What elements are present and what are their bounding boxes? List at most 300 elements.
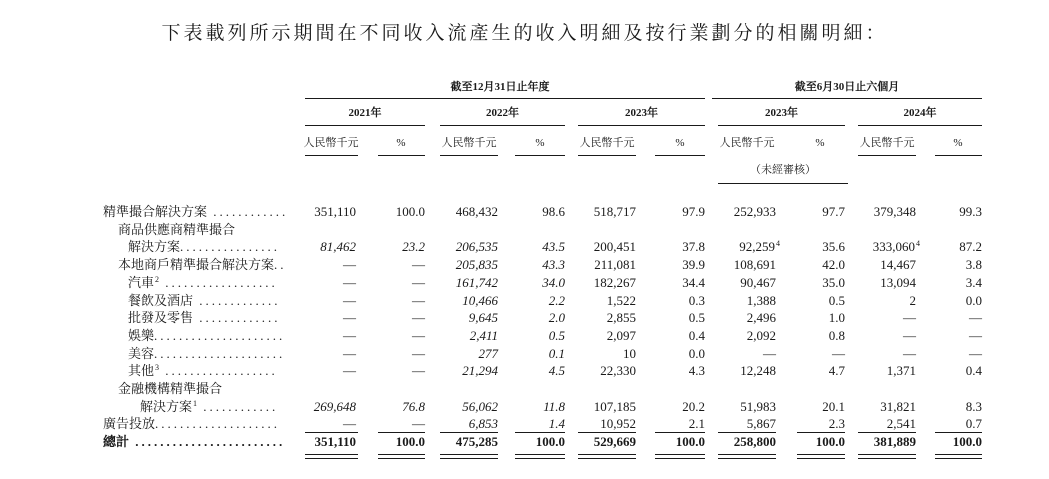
header-unit-2023-six-months: 人民幣千元 — [719, 137, 775, 149]
cell-total-2024h1-rmb — [874, 434, 916, 450]
cell-value: — — [412, 293, 425, 308]
cell-value: 43.3 — [542, 257, 565, 272]
rule-total-double-top-4 — [578, 454, 636, 455]
cell-others-2023-rmb — [600, 363, 636, 379]
cell-value: — — [343, 293, 356, 308]
cell-entertainment-2021-pct — [412, 328, 425, 344]
cell-value: — — [343, 257, 356, 272]
cell-value: 269,648 — [313, 399, 356, 414]
cell-automobile-2023-rmb — [594, 275, 636, 291]
cell-beauty-2024h1-pct — [969, 346, 982, 362]
cell-value: 98.6 — [542, 204, 565, 219]
header-unit-2021: 人民幣千元 — [303, 137, 359, 149]
cell-entertainment-2022-rmb — [470, 328, 498, 344]
cell-local-merchant-solutions-2022-rmb — [456, 257, 498, 273]
cell-value: — — [412, 363, 425, 378]
cell-value: 100.0 — [395, 204, 425, 219]
cell-local-merchant-solutions-2023h1-pct — [822, 257, 845, 273]
cell-value: — — [969, 328, 982, 343]
cell-wholesale-retail-2023h1-rmb — [747, 310, 776, 326]
cell-value: 100.0 — [395, 434, 425, 449]
row-label-wholesale-retail — [128, 310, 281, 326]
header-year-2023-six-months: 2023年 — [765, 107, 798, 119]
cell-catering-hotel-2023-pct — [689, 293, 705, 309]
cell-financial-institution-solutions-2022-pct — [543, 399, 565, 415]
cell-value: 0.5 — [828, 293, 845, 308]
cell-value: 206,535 — [455, 239, 498, 254]
cell-value: 529,669 — [593, 434, 636, 449]
cell-beauty-2022-rmb — [479, 346, 499, 362]
cell-value: 56,062 — [462, 399, 498, 414]
footnote-marker: 4 — [776, 239, 780, 248]
cell-value: 10,466 — [462, 293, 498, 308]
cell-entertainment-2024h1-pct — [969, 328, 982, 344]
cell-catering-hotel-2023h1-pct — [829, 293, 845, 309]
cell-value: 35.6 — [822, 239, 845, 254]
cell-beauty-2023h1-pct — [832, 346, 845, 362]
row-label-entertainment — [128, 328, 285, 344]
cell-value: 4.5 — [548, 363, 565, 378]
header-pct-2024-six-months: % — [953, 137, 963, 149]
leader-dots: ............. — [193, 293, 281, 308]
footnote-marker: 4 — [916, 239, 920, 248]
cell-value: 97.9 — [682, 204, 705, 219]
cell-entertainment-2023-rmb — [607, 328, 636, 344]
cell-value: 34.0 — [542, 275, 565, 290]
rule-year-3 — [718, 125, 845, 126]
cell-value: 100.0 — [815, 434, 845, 449]
cell-value: 518,717 — [593, 204, 636, 219]
cell-total-2023-pct — [676, 434, 705, 450]
header-year-2023: 2023年 — [625, 107, 658, 119]
cell-local-merchant-solutions-2022-pct — [542, 257, 565, 273]
cell-precision-matching-solutions-2021-pct — [396, 204, 425, 220]
cell-beauty-2024h1-rmb — [903, 346, 916, 362]
row-label-automobile — [128, 275, 278, 291]
cell-value: 108,691 — [733, 257, 776, 272]
cell-value: 11.8 — [543, 399, 565, 414]
rule-total-double-bottom-1 — [378, 458, 425, 459]
cell-catering-hotel-2024h1-pct — [966, 293, 982, 309]
row-label-others — [128, 363, 278, 379]
cell-advertising-2023-pct — [689, 416, 705, 432]
cell-entertainment-2024h1-rmb — [903, 328, 916, 344]
cell-value: 252,933 — [733, 204, 776, 219]
cell-wholesale-retail-2022-rmb — [469, 310, 498, 326]
cell-value: 39.9 — [682, 257, 705, 272]
cell-value: 0.1 — [548, 346, 565, 361]
cell-value: — — [343, 416, 356, 431]
rule-unit-header-1 — [378, 155, 425, 156]
cell-financial-institution-solutions-2023h1-pct — [822, 399, 845, 415]
rule-unaudited — [718, 183, 848, 184]
cell-automobile-2022-rmb — [456, 275, 498, 291]
cell-value: — — [412, 328, 425, 343]
cell-value: — — [343, 363, 356, 378]
cell-automobile-2021-pct — [412, 275, 425, 291]
cell-value: 6,853 — [468, 416, 498, 431]
cell-value: 0.4 — [965, 363, 982, 378]
header-pct-2022: % — [535, 137, 545, 149]
rule-total-double-bottom-8 — [858, 458, 916, 459]
row-label-merchandise-supplier-heading — [118, 222, 235, 238]
cell-local-merchant-solutions-2024h1-pct — [966, 257, 982, 273]
row-label-text: 總計 — [103, 434, 130, 449]
page-title: 下表載列所示期間在不同收入流產生的收入明細及按行業劃分的相關明細： — [161, 23, 888, 44]
cell-automobile-2023-pct — [682, 275, 705, 291]
row-label-merchandise-supplier-solutions — [128, 239, 280, 255]
cell-value: 20.2 — [682, 399, 705, 414]
row-label-text: 娛樂 — [128, 328, 155, 343]
leader-dots: .. — [274, 257, 287, 272]
cell-value: 205,835 — [455, 257, 498, 272]
cell-financial-institution-solutions-2023-pct — [682, 399, 705, 415]
rule-total-double-top-3 — [515, 454, 565, 455]
cell-automobile-2023h1-rmb — [740, 275, 776, 291]
cell-beauty-2023-rmb — [623, 346, 636, 362]
cell-precision-matching-solutions-2023-pct — [682, 204, 705, 220]
cell-value: 5,867 — [746, 416, 776, 431]
cell-others-2023h1-rmb — [740, 363, 776, 379]
cell-value: 8.3 — [965, 399, 982, 414]
cell-value: 468,432 — [455, 204, 498, 219]
cell-value: 2,541 — [886, 416, 916, 431]
cell-value: 107,185 — [593, 399, 636, 414]
cell-value: 2,097 — [606, 328, 636, 343]
cell-advertising-2022-pct — [549, 416, 565, 432]
leader-dots: ............ — [207, 204, 289, 219]
cell-wholesale-retail-2021-rmb — [343, 310, 356, 326]
cell-value: — — [343, 275, 356, 290]
row-label-text: 汽車 — [128, 275, 155, 290]
cell-others-2023-pct — [689, 363, 705, 379]
cell-catering-hotel-2022-rmb — [462, 293, 498, 309]
leader-dots: .................... — [155, 416, 281, 431]
cell-beauty-2023-pct — [689, 346, 705, 362]
cell-others-2021-rmb — [343, 363, 356, 379]
header-unit-2022: 人民幣千元 — [441, 137, 497, 149]
cell-value: 37.8 — [682, 239, 705, 254]
row-label-precision-matching-solutions — [103, 204, 288, 220]
cell-advertising-2024h1-rmb — [887, 416, 916, 432]
cell-value: 14,467 — [880, 257, 916, 272]
cell-value: 2.2 — [548, 293, 565, 308]
cell-local-merchant-solutions-2023h1-rmb — [734, 257, 776, 273]
header-unit-2024-six-months: 人民幣千元 — [859, 137, 915, 149]
cell-value: 100.0 — [952, 434, 982, 449]
cell-value: 2 — [909, 293, 916, 308]
rule-group-full-year — [305, 98, 705, 99]
cell-value: 0.3 — [688, 293, 705, 308]
cell-value: 2,496 — [746, 310, 776, 325]
rule-year-0 — [305, 125, 425, 126]
cell-value: 1.0 — [828, 310, 845, 325]
cell-value: — — [412, 310, 425, 325]
footnote-marker: 2 — [155, 275, 160, 284]
leader-dots: ..................... — [154, 328, 286, 343]
cell-wholesale-retail-2023-pct — [689, 310, 705, 326]
cell-catering-hotel-2023h1-rmb — [747, 293, 776, 309]
cell-financial-institution-solutions-2023h1-rmb — [740, 399, 776, 415]
row-label-total — [103, 434, 285, 450]
cell-value: 99.3 — [959, 204, 982, 219]
cell-value: 81,462 — [320, 239, 356, 254]
cell-others-2021-pct — [412, 363, 425, 379]
cell-value: 2.0 — [548, 310, 565, 325]
cell-automobile-2022-pct — [542, 275, 565, 291]
cell-value: 1,371 — [886, 363, 916, 378]
rule-unit-header-7 — [935, 155, 982, 156]
cell-value: 97.7 — [822, 204, 845, 219]
cell-precision-matching-solutions-2024h1-pct — [959, 204, 982, 220]
cell-beauty-2023h1-rmb — [763, 346, 776, 362]
rule-total-double-top-5 — [655, 454, 705, 455]
cell-total-2024h1-pct — [953, 434, 982, 450]
row-label-advertising — [103, 416, 280, 432]
leader-dots: ........................ — [129, 434, 286, 449]
cell-total-2022-rmb — [456, 434, 498, 450]
cell-merchandise-supplier-solutions-2021-rmb — [320, 239, 356, 255]
rule-year-2 — [578, 125, 705, 126]
cell-precision-matching-solutions-2022-rmb — [456, 204, 498, 220]
leader-dots: ................ — [180, 239, 281, 254]
cell-value: 4.7 — [828, 363, 845, 378]
row-label-financial-institution-solutions — [140, 399, 278, 415]
cell-precision-matching-solutions-2023h1-pct — [822, 204, 845, 220]
cell-value: 0.7 — [965, 416, 982, 431]
cell-automobile-2023h1-pct — [822, 275, 845, 291]
rule-total-double-bottom-6 — [718, 458, 776, 459]
cell-value: 51,983 — [740, 399, 776, 414]
cell-automobile-2021-rmb — [343, 275, 356, 291]
cell-value: 2.1 — [688, 416, 705, 431]
cell-entertainment-2021-rmb — [343, 328, 356, 344]
rule-unit-header-4 — [578, 155, 636, 156]
row-label-beauty — [128, 346, 285, 362]
cell-value: — — [343, 328, 356, 343]
cell-value: 3.8 — [965, 257, 982, 272]
leader-dots: ............ — [197, 399, 279, 414]
row-label-text: 美容 — [128, 346, 155, 361]
cell-value: — — [343, 310, 356, 325]
cell-total-2023h1-pct — [816, 434, 845, 450]
rule-total-double-top-9 — [935, 454, 982, 455]
cell-total-2021-pct — [396, 434, 425, 450]
cell-value: — — [832, 346, 845, 361]
cell-catering-hotel-2021-rmb — [343, 293, 356, 309]
cell-value: — — [969, 310, 982, 325]
cell-catering-hotel-2024h1-rmb — [910, 293, 917, 309]
cell-wholesale-retail-2022-pct — [549, 310, 565, 326]
cell-value: 20.1 — [822, 399, 845, 414]
cell-value: 43.5 — [542, 239, 565, 254]
cell-merchandise-supplier-solutions-2024h1-pct — [959, 239, 982, 255]
cell-value: — — [412, 257, 425, 272]
cell-merchandise-supplier-solutions-2021-pct — [402, 239, 425, 255]
header-year-2021: 2021年 — [348, 107, 382, 119]
leader-dots: ..................... — [154, 346, 286, 361]
cell-value: 381,889 — [873, 434, 916, 449]
cell-value: 475,285 — [455, 434, 498, 449]
cell-merchandise-supplier-solutions-2022-rmb — [456, 239, 498, 255]
cell-financial-institution-solutions-2024h1-pct — [966, 399, 982, 415]
row-label-text: 解決方案 — [140, 399, 193, 414]
cell-others-2022-pct — [549, 363, 565, 379]
cell-total-2021-rmb — [314, 434, 356, 450]
cell-value: 211,081 — [594, 257, 636, 272]
cell-value: — — [412, 346, 425, 361]
cell-advertising-2021-rmb — [343, 416, 356, 432]
header-unaudited-note: （未經審核） — [750, 164, 816, 176]
cell-value: — — [763, 346, 776, 361]
cell-value: 12,248 — [740, 363, 776, 378]
cell-automobile-2024h1-rmb — [880, 275, 916, 291]
cell-wholesale-retail-2023-rmb — [607, 310, 636, 326]
cell-local-merchant-solutions-2021-pct — [412, 257, 425, 273]
cell-financial-institution-solutions-2023-rmb — [594, 399, 636, 415]
row-label-financial-institution-heading — [118, 381, 222, 397]
rule-unit-header-0 — [305, 155, 358, 156]
cell-merchandise-supplier-solutions-2024h1-rmb — [873, 239, 920, 255]
cell-value: — — [343, 346, 356, 361]
cell-entertainment-2022-pct — [549, 328, 565, 344]
cell-value: 21,294 — [462, 363, 498, 378]
cell-advertising-2023-rmb — [600, 416, 636, 432]
cell-value: 1.4 — [548, 416, 565, 431]
cell-value: 22,330 — [600, 363, 636, 378]
cell-catering-hotel-2021-pct — [412, 293, 425, 309]
cell-value: 351,110 — [314, 434, 356, 449]
rule-unit-header-6 — [858, 155, 916, 156]
cell-value: 87.2 — [959, 239, 982, 254]
cell-entertainment-2023h1-pct — [829, 328, 845, 344]
rule-total-double-bottom-9 — [935, 458, 982, 459]
cell-value: 1,522 — [606, 293, 636, 308]
cell-value: — — [969, 346, 982, 361]
header-unit-2023: 人民幣千元 — [579, 137, 635, 149]
rule-total-double-bottom-7 — [797, 458, 845, 459]
cell-total-2023h1-rmb — [734, 434, 776, 450]
cell-entertainment-2023-pct — [689, 328, 705, 344]
header-pct-2023: % — [675, 137, 685, 149]
cell-advertising-2024h1-pct — [966, 416, 982, 432]
header-pct-2023-six-months: % — [815, 137, 825, 149]
cell-entertainment-2023h1-rmb — [747, 328, 776, 344]
rule-total-double-top-8 — [858, 454, 916, 455]
cell-financial-institution-solutions-2022-rmb — [462, 399, 498, 415]
cell-value: 2,855 — [606, 310, 636, 325]
cell-value: 2,092 — [746, 328, 776, 343]
cell-value: 13,094 — [880, 275, 916, 290]
cell-value: 10,952 — [600, 416, 636, 431]
cell-value: 0.5 — [548, 328, 565, 343]
cell-value: 200,451 — [593, 239, 636, 254]
rule-year-1 — [440, 125, 565, 126]
cell-value: 333,060 — [872, 239, 915, 254]
row-label-text: 本地商戶精準撮合解決方案 — [118, 257, 275, 272]
cell-value: 0.4 — [688, 328, 705, 343]
cell-value: 2,411 — [469, 328, 498, 343]
rule-total-double-top-7 — [797, 454, 845, 455]
cell-catering-hotel-2023-rmb — [607, 293, 636, 309]
leader-dots: ............. — [193, 310, 281, 325]
cell-value: 1,388 — [746, 293, 776, 308]
cell-advertising-2022-rmb — [469, 416, 498, 432]
cell-local-merchant-solutions-2024h1-rmb — [880, 257, 916, 273]
cell-value: 379,348 — [873, 204, 916, 219]
cell-value: — — [903, 328, 916, 343]
header-pct-2021: % — [396, 137, 406, 149]
cell-precision-matching-solutions-2022-pct — [542, 204, 565, 220]
cell-value: 23.2 — [402, 239, 425, 254]
header-year-2022: 2022年 — [486, 107, 519, 119]
row-label-text: 金融機構精準撮合 — [118, 381, 223, 396]
cell-precision-matching-solutions-2023-rmb — [594, 204, 636, 220]
cell-financial-institution-solutions-2021-rmb — [314, 399, 356, 415]
cell-local-merchant-solutions-2021-rmb — [343, 257, 356, 273]
cell-wholesale-retail-2024h1-rmb — [903, 310, 916, 326]
cell-value: 35.0 — [822, 275, 845, 290]
rule-unit-header-5 — [655, 155, 705, 156]
leader-dots: .................. — [159, 363, 278, 378]
cell-beauty-2022-pct — [549, 346, 565, 362]
cell-merchandise-supplier-solutions-2022-pct — [542, 239, 565, 255]
cell-local-merchant-solutions-2023-rmb — [594, 257, 636, 273]
rule-total-double-bottom-0 — [305, 458, 358, 459]
rule-total-double-top-1 — [378, 454, 425, 455]
rule-total-double-bottom-2 — [440, 458, 498, 459]
rule-total-double-top-2 — [440, 454, 498, 455]
cell-value: 2.3 — [828, 416, 845, 431]
footnote-marker: 1 — [193, 399, 198, 408]
cell-value: 0.0 — [965, 293, 982, 308]
cell-value: 277 — [478, 346, 498, 361]
cell-others-2024h1-rmb — [887, 363, 916, 379]
cell-value: — — [903, 346, 916, 361]
cell-financial-institution-solutions-2021-pct — [402, 399, 425, 415]
cell-value: 258,800 — [733, 434, 776, 449]
cell-value: 34.4 — [682, 275, 705, 290]
cell-value: 9,645 — [468, 310, 498, 325]
row-label-text: 批發及零售 — [128, 310, 194, 325]
cell-advertising-2023h1-pct — [829, 416, 845, 432]
header-group-six-months: 截至6月30日止六個月 — [794, 81, 900, 93]
cell-merchandise-supplier-solutions-2023-pct — [682, 239, 705, 255]
rule-total-double-bottom-3 — [515, 458, 565, 459]
row-label-text: 精準撮合解決方案 — [103, 204, 208, 219]
rule-unit-header-2 — [440, 155, 498, 156]
cell-value: 31,821 — [880, 399, 916, 414]
row-label-text: 商品供應商精準撮合 — [118, 222, 236, 237]
cell-merchandise-supplier-solutions-2023h1-pct — [822, 239, 845, 255]
cell-value: 92,259 — [739, 239, 775, 254]
cell-value: 161,742 — [455, 275, 498, 290]
cell-value: 4.3 — [688, 363, 705, 378]
cell-wholesale-retail-2021-pct — [412, 310, 425, 326]
cell-beauty-2021-pct — [412, 346, 425, 362]
row-label-local-merchant-solutions — [118, 257, 287, 273]
cell-value: 100.0 — [535, 434, 565, 449]
cell-others-2024h1-pct — [966, 363, 982, 379]
footnote-marker: 3 — [155, 363, 160, 372]
cell-value: 0.8 — [828, 328, 845, 343]
cell-value: 76.8 — [402, 399, 425, 414]
cell-wholesale-retail-2023h1-pct — [829, 310, 845, 326]
cell-merchandise-supplier-solutions-2023-rmb — [594, 239, 636, 255]
cell-financial-institution-solutions-2024h1-rmb — [880, 399, 916, 415]
cell-precision-matching-solutions-2024h1-rmb — [874, 204, 916, 220]
rule-total-double-top-6 — [718, 454, 776, 455]
